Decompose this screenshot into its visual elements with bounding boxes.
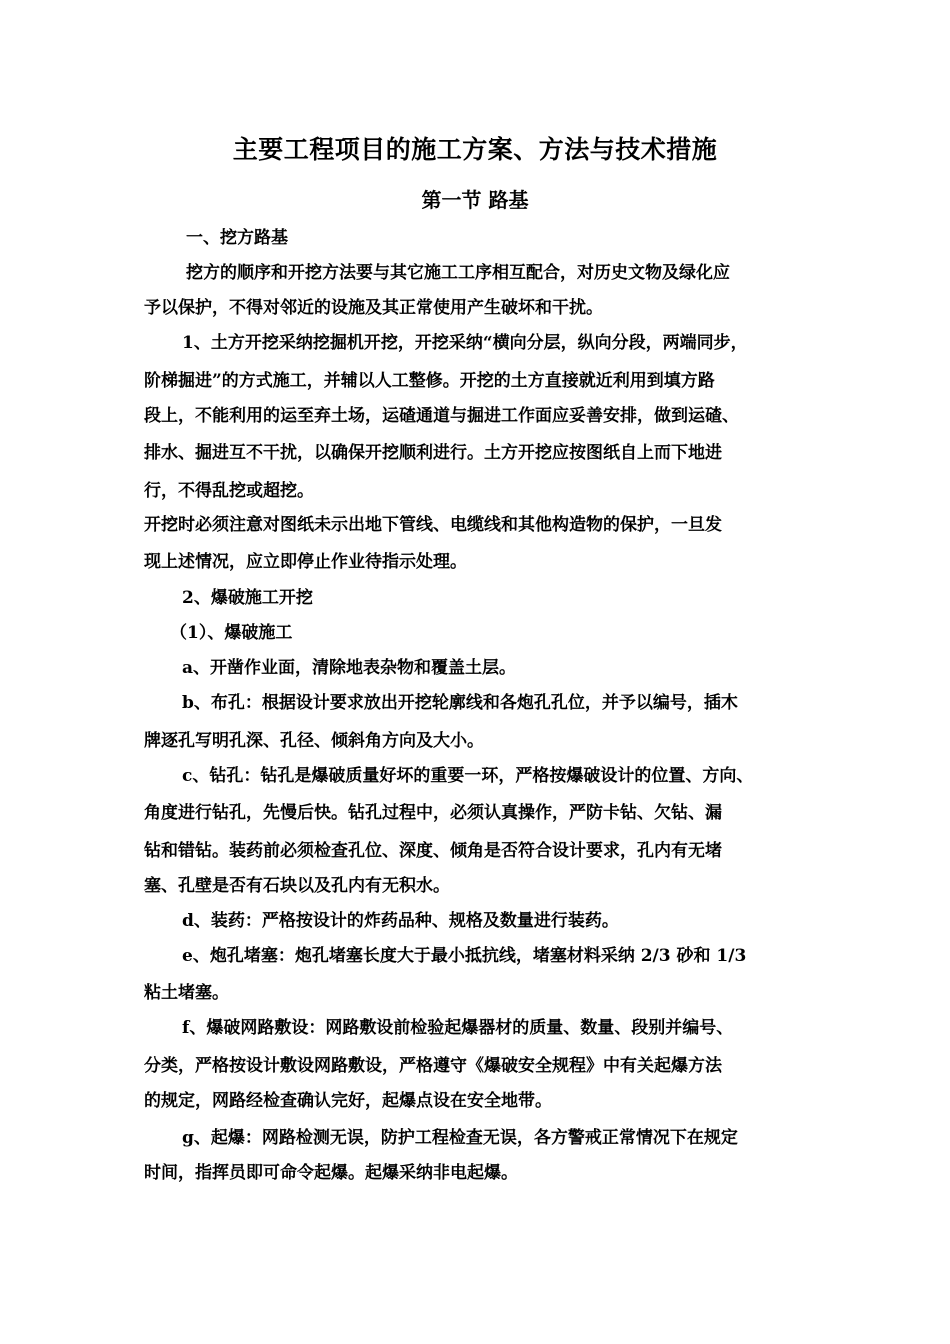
list-item-f: f、爆破网路敷设：网路敷设前检验起爆器材的质量、数量、段别并编号、: [182, 1018, 734, 1038]
subheading-blasting-work: （1）、爆破施工: [170, 623, 293, 643]
paragraph-line: 粘土堵塞。: [144, 983, 229, 1003]
paragraph-line: 牌逐孔写明孔深、孔径、倾斜角方向及大小。: [144, 731, 484, 751]
paragraph-line: 的规定，网路经检查确认完好，起爆点设在安全地带。: [144, 1091, 552, 1111]
list-item-c: c、钻孔：钻孔是爆破质量好坏的重要一环，严格按爆破设计的位置、方向、: [182, 766, 754, 786]
paragraph-line: 角度进行钻孔，先慢后快。钻孔过程中，必须认真操作，严防卡钻、欠钻、漏: [144, 803, 722, 823]
list-item-a: a、开凿作业面，清除地表杂物和覆盖土层。: [182, 658, 517, 678]
paragraph-line: 开挖时必须注意对图纸未示出地下管线、电缆线和其他构造物的保护，一旦发: [144, 515, 722, 535]
document-title: 主要工程项目的施工方案、方法与技术措施: [232, 135, 718, 164]
paragraph-line: 挖方的顺序和开挖方法要与其它施工工序相互配合，对历史文物及绿化应: [186, 263, 730, 283]
paragraph-line: 段上，不能利用的运至弃土场，运碴通道与掘进工作面应妥善安排，做到运碴、: [144, 406, 739, 426]
paragraph-line: 1、土方开挖采纳挖掘机开挖，开挖采纳“横向分层，纵向分段，两端同步，: [182, 333, 748, 353]
paragraph-line: 塞、孔壁是否有石块以及孔内有无积水。: [144, 876, 450, 896]
section-title: 第一节 路基: [421, 188, 529, 212]
paragraph-line: 时间，指挥员即可命令起爆。起爆采纳非电起爆。: [144, 1163, 518, 1183]
paragraph-line: 阶梯掘进”的方式施工，并辅以人工整修。开挖的土方直接就近利用到填方路: [144, 371, 715, 391]
list-item-d: d、装药：严格按设计的炸药品种、规格及数量进行装药。: [182, 911, 619, 931]
paragraph-line: 予以保护，不得对邻近的设施及其正常使用产生破坏和干扰。: [144, 298, 603, 318]
paragraph-line: 钻和错钻。装药前必须检查孔位、深度、倾角是否符合设计要求，孔内有无堵: [144, 841, 722, 861]
paragraph-line: 分类，严格按设计敷设网路敷设，严格遵守《爆破安全规程》中有关起爆方法: [144, 1056, 722, 1076]
list-item-b: b、布孔：根据设计要求放出开挖轮廓线和各炮孔孔位，并予以编号，插木: [182, 693, 738, 713]
paragraph-line: 现上述情况，应立即停止作业待指示处理。: [144, 552, 467, 572]
list-item-g: g、起爆：网路检测无误，防护工程检查无误，各方警戒正常情况下在规定: [182, 1128, 738, 1148]
paragraph-line: 行，不得乱挖或超挖。: [144, 481, 314, 501]
heading-blasting: 2、爆破施工开挖: [182, 588, 313, 608]
paragraph-line: 排水、掘进互不干扰，以确保开挖顺利进行。土方开挖应按图纸自上而下地进: [144, 443, 722, 463]
list-item-e: e、炮孔堵塞：炮孔堵塞长度大于最小抵抗线，堵塞材料采纳 2/3 砂和 1/3: [182, 946, 747, 966]
heading-excavation-roadbed: 一、挖方路基: [186, 228, 288, 248]
